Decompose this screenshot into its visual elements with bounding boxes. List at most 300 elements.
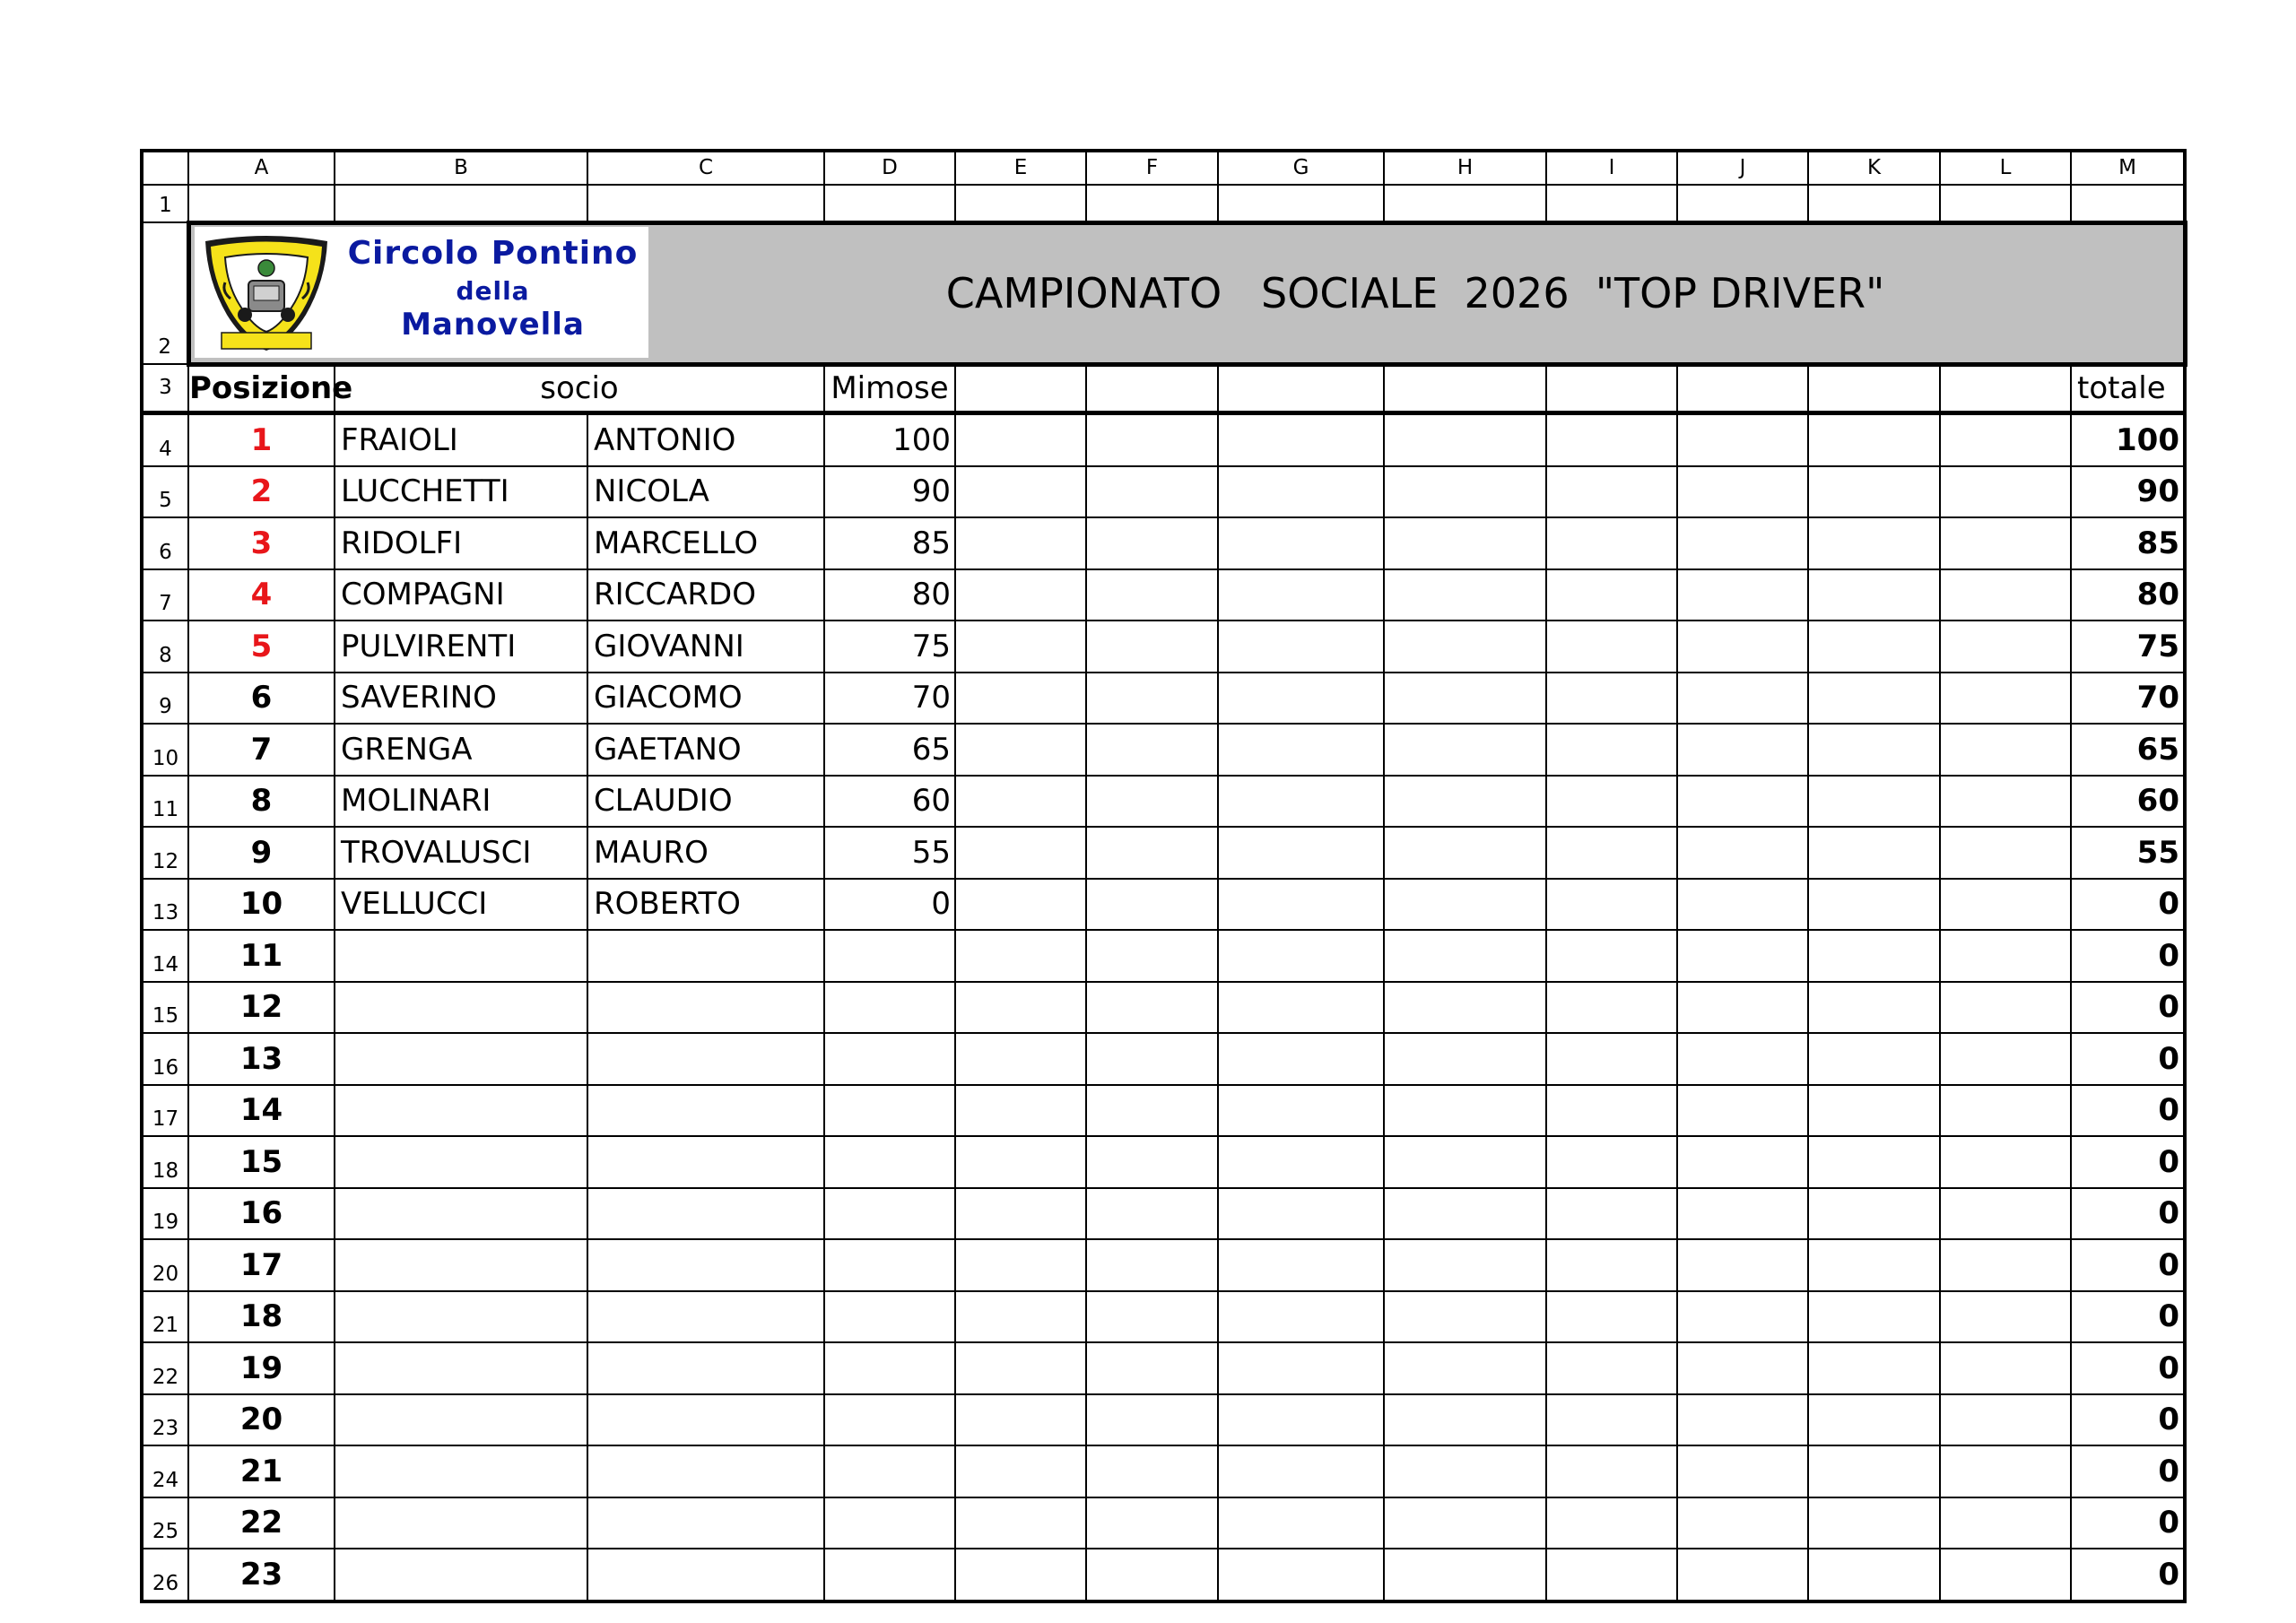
cell[interactable] [1218, 517, 1384, 569]
cell[interactable] [1384, 1445, 1546, 1497]
column-header-j[interactable]: J [1677, 151, 1808, 185]
cell[interactable] [1384, 1291, 1546, 1343]
first-name-cell[interactable] [587, 1291, 824, 1343]
cell[interactable] [1384, 185, 1546, 222]
position-cell[interactable]: 14 [188, 1085, 335, 1137]
cell[interactable] [955, 1136, 1086, 1188]
cell[interactable] [1384, 673, 1546, 725]
cell[interactable] [1546, 1394, 1677, 1446]
cell[interactable] [1546, 1497, 1677, 1549]
cell[interactable] [1677, 1188, 1808, 1240]
cell[interactable] [1940, 930, 2071, 982]
cell[interactable] [1677, 517, 1808, 569]
cell[interactable] [1218, 621, 1384, 673]
cell[interactable] [1808, 185, 1940, 222]
cell[interactable] [1940, 1033, 2071, 1085]
cell[interactable] [1086, 1239, 1218, 1291]
mimose-points-cell[interactable]: 100 [824, 413, 955, 466]
cell[interactable] [1808, 1497, 1940, 1549]
surname-cell[interactable] [335, 1549, 587, 1601]
cell[interactable] [955, 621, 1086, 673]
column-header-m[interactable]: M [2071, 151, 2185, 185]
cell[interactable] [1218, 185, 1384, 222]
cell[interactable] [1384, 569, 1546, 621]
cell[interactable] [955, 827, 1086, 879]
cell[interactable] [1218, 879, 1384, 931]
cell[interactable] [955, 1239, 1086, 1291]
cell[interactable] [1677, 413, 1808, 466]
cell[interactable] [1677, 1342, 1808, 1394]
total-points-cell[interactable]: 0 [2071, 1445, 2185, 1497]
cell[interactable] [1546, 1188, 1677, 1240]
cell[interactable] [1086, 1188, 1218, 1240]
cell[interactable] [1808, 1188, 1940, 1240]
first-name-cell[interactable]: ROBERTO [587, 879, 824, 931]
cell[interactable] [1384, 364, 1546, 413]
cell[interactable] [1384, 879, 1546, 931]
cell[interactable] [1218, 413, 1384, 466]
cell[interactable] [1808, 413, 1940, 466]
cell[interactable] [1546, 364, 1677, 413]
total-points-cell[interactable]: 0 [2071, 930, 2185, 982]
row-number[interactable]: 16 [142, 1033, 188, 1085]
cell[interactable] [1677, 930, 1808, 982]
row-number[interactable]: 7 [142, 569, 188, 621]
mimose-points-cell[interactable] [824, 1085, 955, 1137]
mimose-points-cell[interactable] [824, 1033, 955, 1085]
cell[interactable] [1384, 466, 1546, 518]
cell[interactable] [1808, 930, 1940, 982]
cell[interactable] [1940, 1394, 2071, 1446]
cell[interactable] [955, 879, 1086, 931]
cell[interactable] [1940, 982, 2071, 1034]
cell[interactable] [955, 517, 1086, 569]
position-cell[interactable]: 15 [188, 1136, 335, 1188]
surname-cell[interactable] [335, 1188, 587, 1240]
surname-cell[interactable] [335, 1342, 587, 1394]
cell[interactable] [1677, 1291, 1808, 1343]
cell[interactable] [955, 413, 1086, 466]
cell[interactable] [1940, 827, 2071, 879]
first-name-cell[interactable] [587, 1188, 824, 1240]
surname-cell[interactable]: GRENGA [335, 724, 587, 776]
cell[interactable] [1940, 1549, 2071, 1601]
cell[interactable] [1086, 1136, 1218, 1188]
first-name-cell[interactable]: ANTONIO [587, 413, 824, 466]
first-name-cell[interactable] [587, 1497, 824, 1549]
row-number[interactable]: 21 [142, 1291, 188, 1343]
cell[interactable] [1218, 569, 1384, 621]
cell[interactable] [1218, 1394, 1384, 1446]
cell[interactable] [1808, 1445, 1940, 1497]
cell[interactable] [1218, 982, 1384, 1034]
cell[interactable] [1808, 673, 1940, 725]
cell[interactable] [1086, 1033, 1218, 1085]
surname-cell[interactable]: LUCCHETTI [335, 466, 587, 518]
cell[interactable] [1677, 466, 1808, 518]
cell[interactable] [1808, 776, 1940, 828]
mimose-points-cell[interactable] [824, 1342, 955, 1394]
cell[interactable] [955, 466, 1086, 518]
first-name-cell[interactable] [587, 1033, 824, 1085]
cell[interactable] [1086, 185, 1218, 222]
first-name-cell[interactable]: NICOLA [587, 466, 824, 518]
cell[interactable] [1677, 724, 1808, 776]
row-number[interactable]: 15 [142, 982, 188, 1034]
cell[interactable] [1218, 1033, 1384, 1085]
cell[interactable] [1677, 776, 1808, 828]
cell[interactable] [1808, 569, 1940, 621]
cell[interactable] [1808, 621, 1940, 673]
row-number[interactable]: 1 [142, 185, 188, 222]
cell[interactable] [1546, 621, 1677, 673]
cell[interactable] [1546, 724, 1677, 776]
surname-cell[interactable] [335, 1033, 587, 1085]
cell[interactable] [1940, 724, 2071, 776]
column-header-k[interactable]: K [1808, 151, 1940, 185]
cell[interactable] [955, 364, 1086, 413]
surname-cell[interactable]: PULVIRENTI [335, 621, 587, 673]
cell[interactable] [1086, 1085, 1218, 1137]
cell[interactable] [1218, 724, 1384, 776]
surname-cell[interactable] [335, 930, 587, 982]
header-totale[interactable]: totale [2071, 364, 2185, 413]
position-cell[interactable]: 10 [188, 879, 335, 931]
mimose-points-cell[interactable] [824, 1549, 955, 1601]
title-banner[interactable] [188, 222, 2185, 364]
cell[interactable] [1546, 569, 1677, 621]
cell[interactable] [1808, 827, 1940, 879]
row-number[interactable]: 6 [142, 517, 188, 569]
mimose-points-cell[interactable]: 55 [824, 827, 955, 879]
surname-cell[interactable]: FRAIOLI [335, 413, 587, 466]
cell[interactable] [1546, 1239, 1677, 1291]
cell[interactable] [1086, 673, 1218, 725]
cell[interactable] [955, 724, 1086, 776]
cell[interactable] [1086, 1445, 1218, 1497]
first-name-cell[interactable]: MARCELLO [587, 517, 824, 569]
position-cell[interactable]: 21 [188, 1445, 335, 1497]
cell[interactable] [1086, 621, 1218, 673]
cell[interactable] [1218, 776, 1384, 828]
cell[interactable] [1940, 1085, 2071, 1137]
row-number[interactable]: 17 [142, 1085, 188, 1137]
cell[interactable] [1546, 1342, 1677, 1394]
cell[interactable] [1384, 827, 1546, 879]
row-number[interactable]: 19 [142, 1188, 188, 1240]
cell[interactable] [1940, 621, 2071, 673]
surname-cell[interactable] [335, 1445, 587, 1497]
position-cell[interactable]: 12 [188, 982, 335, 1034]
row-number[interactable]: 13 [142, 879, 188, 931]
surname-cell[interactable]: SAVERINO [335, 673, 587, 725]
first-name-cell[interactable]: GIOVANNI [587, 621, 824, 673]
cell[interactable] [1808, 517, 1940, 569]
row-number[interactable]: 11 [142, 776, 188, 828]
row-number[interactable]: 25 [142, 1497, 188, 1549]
cell[interactable] [1218, 1085, 1384, 1137]
position-cell[interactable]: 16 [188, 1188, 335, 1240]
cell[interactable] [1384, 1342, 1546, 1394]
total-points-cell[interactable]: 75 [2071, 621, 2185, 673]
cell[interactable] [1384, 1136, 1546, 1188]
row-number[interactable]: 22 [142, 1342, 188, 1394]
total-points-cell[interactable]: 0 [2071, 1549, 2185, 1601]
row-number[interactable]: 12 [142, 827, 188, 879]
cell[interactable] [1940, 569, 2071, 621]
cell[interactable] [1384, 1188, 1546, 1240]
cell[interactable] [1546, 1136, 1677, 1188]
position-cell[interactable]: 7 [188, 724, 335, 776]
cell[interactable] [1546, 879, 1677, 931]
column-header-d[interactable]: D [824, 151, 955, 185]
position-cell[interactable]: 17 [188, 1239, 335, 1291]
mimose-points-cell[interactable]: 65 [824, 724, 955, 776]
cell[interactable] [1546, 466, 1677, 518]
first-name-cell[interactable] [587, 1394, 824, 1446]
mimose-points-cell[interactable] [824, 1136, 955, 1188]
cell[interactable] [1086, 776, 1218, 828]
cell[interactable] [1677, 1136, 1808, 1188]
total-points-cell[interactable]: 70 [2071, 673, 2185, 725]
first-name-cell[interactable] [587, 1445, 824, 1497]
cell[interactable] [1384, 724, 1546, 776]
first-name-cell[interactable] [587, 1549, 824, 1601]
total-points-cell[interactable]: 65 [2071, 724, 2185, 776]
first-name-cell[interactable] [587, 1342, 824, 1394]
surname-cell[interactable]: RIDOLFI [335, 517, 587, 569]
cell[interactable] [1940, 413, 2071, 466]
total-points-cell[interactable]: 100 [2071, 413, 2185, 466]
row-number[interactable]: 4 [142, 413, 188, 466]
cell[interactable] [1808, 1394, 1940, 1446]
surname-cell[interactable]: VELLUCCI [335, 879, 587, 931]
row-number[interactable]: 9 [142, 673, 188, 725]
cell[interactable] [1384, 1497, 1546, 1549]
cell[interactable] [1808, 879, 1940, 931]
cell[interactable] [1086, 413, 1218, 466]
first-name-cell[interactable]: GIACOMO [587, 673, 824, 725]
total-points-cell[interactable]: 0 [2071, 1239, 2185, 1291]
first-name-cell[interactable]: GAETANO [587, 724, 824, 776]
column-header-l[interactable]: L [1940, 151, 2071, 185]
cell[interactable] [1940, 776, 2071, 828]
row-number[interactable]: 8 [142, 621, 188, 673]
cell[interactable] [1086, 517, 1218, 569]
cell[interactable] [1546, 185, 1677, 222]
cell[interactable] [1940, 1188, 2071, 1240]
position-cell[interactable]: 20 [188, 1394, 335, 1446]
cell[interactable] [1218, 1445, 1384, 1497]
mimose-points-cell[interactable]: 85 [824, 517, 955, 569]
cell[interactable] [955, 1445, 1086, 1497]
cell[interactable] [1677, 1085, 1808, 1137]
cell[interactable] [1940, 466, 2071, 518]
surname-cell[interactable] [335, 982, 587, 1034]
cell[interactable] [1808, 724, 1940, 776]
surname-cell[interactable]: TROVALUSCI [335, 827, 587, 879]
total-points-cell[interactable]: 0 [2071, 1033, 2185, 1085]
row-number[interactable]: 20 [142, 1239, 188, 1291]
surname-cell[interactable] [335, 1239, 587, 1291]
mimose-points-cell[interactable]: 0 [824, 879, 955, 931]
cell[interactable] [1808, 1136, 1940, 1188]
cell[interactable] [955, 776, 1086, 828]
header-posizione[interactable]: Posizione [188, 364, 335, 413]
total-points-cell[interactable]: 0 [2071, 982, 2185, 1034]
header-socio[interactable]: socio [335, 364, 824, 413]
cell[interactable] [1218, 827, 1384, 879]
cell[interactable] [1940, 879, 2071, 931]
cell[interactable] [1086, 879, 1218, 931]
cell[interactable] [1940, 1291, 2071, 1343]
cell[interactable] [1677, 879, 1808, 931]
position-cell[interactable]: 13 [188, 1033, 335, 1085]
cell[interactable] [1384, 517, 1546, 569]
cell[interactable] [1546, 1445, 1677, 1497]
cell[interactable] [1086, 1549, 1218, 1601]
cell[interactable] [1677, 1033, 1808, 1085]
cell[interactable] [2071, 185, 2185, 222]
cell[interactable] [1546, 827, 1677, 879]
cell[interactable] [1218, 364, 1384, 413]
cell[interactable] [1384, 1549, 1546, 1601]
row-number[interactable]: 24 [142, 1445, 188, 1497]
cell[interactable] [1086, 364, 1218, 413]
total-points-cell[interactable]: 0 [2071, 1342, 2185, 1394]
cell[interactable] [1808, 982, 1940, 1034]
cell[interactable] [1086, 1291, 1218, 1343]
first-name-cell[interactable]: RICCARDO [587, 569, 824, 621]
cell[interactable] [587, 185, 824, 222]
cell[interactable] [1218, 673, 1384, 725]
cell[interactable] [1218, 1188, 1384, 1240]
cell[interactable] [1940, 673, 2071, 725]
first-name-cell[interactable] [587, 930, 824, 982]
header-mimose[interactable]: Mimose [824, 364, 955, 413]
row-number[interactable]: 3 [142, 364, 188, 413]
cell[interactable] [1677, 185, 1808, 222]
cell[interactable] [1086, 1394, 1218, 1446]
cell[interactable] [1086, 466, 1218, 518]
total-points-cell[interactable]: 60 [2071, 776, 2185, 828]
cell[interactable] [1384, 982, 1546, 1034]
cell[interactable] [1384, 1033, 1546, 1085]
cell[interactable] [1546, 1549, 1677, 1601]
cell[interactable] [1677, 673, 1808, 725]
cell[interactable] [1086, 827, 1218, 879]
total-points-cell[interactable]: 90 [2071, 466, 2185, 518]
cell[interactable] [1677, 982, 1808, 1034]
total-points-cell[interactable]: 0 [2071, 1188, 2185, 1240]
cell[interactable] [955, 1291, 1086, 1343]
cell[interactable] [1677, 1549, 1808, 1601]
cell[interactable] [1940, 1239, 2071, 1291]
mimose-points-cell[interactable]: 60 [824, 776, 955, 828]
corner-cell[interactable] [142, 151, 188, 185]
total-points-cell[interactable]: 0 [2071, 1394, 2185, 1446]
row-number[interactable]: 26 [142, 1549, 188, 1601]
cell[interactable] [1086, 982, 1218, 1034]
cell[interactable] [1940, 517, 2071, 569]
first-name-cell[interactable]: MAURO [587, 827, 824, 879]
cell[interactable] [1218, 1342, 1384, 1394]
position-cell[interactable]: 11 [188, 930, 335, 982]
cell[interactable] [1086, 724, 1218, 776]
cell[interactable] [955, 1188, 1086, 1240]
first-name-cell[interactable] [587, 1085, 824, 1137]
cell[interactable] [1546, 930, 1677, 982]
position-cell[interactable]: 4 [188, 569, 335, 621]
mimose-points-cell[interactable] [824, 930, 955, 982]
total-points-cell[interactable]: 0 [2071, 1291, 2185, 1343]
cell[interactable] [1808, 1033, 1940, 1085]
cell[interactable] [1546, 413, 1677, 466]
column-header-c[interactable]: C [587, 151, 824, 185]
cell[interactable] [1808, 466, 1940, 518]
mimose-points-cell[interactable]: 80 [824, 569, 955, 621]
cell[interactable] [1940, 1445, 2071, 1497]
cell[interactable] [955, 1033, 1086, 1085]
cell[interactable] [1086, 1342, 1218, 1394]
cell[interactable] [1677, 1394, 1808, 1446]
row-number[interactable]: 5 [142, 466, 188, 518]
cell[interactable] [1808, 1549, 1940, 1601]
cell[interactable] [1086, 930, 1218, 982]
surname-cell[interactable]: MOLINARI [335, 776, 587, 828]
cell[interactable] [1808, 1342, 1940, 1394]
total-points-cell[interactable]: 0 [2071, 1497, 2185, 1549]
cell[interactable] [1384, 413, 1546, 466]
row-number[interactable]: 10 [142, 724, 188, 776]
cell[interactable] [1546, 673, 1677, 725]
cell[interactable] [955, 1085, 1086, 1137]
first-name-cell[interactable]: CLAUDIO [587, 776, 824, 828]
cell[interactable] [824, 185, 955, 222]
cell[interactable] [1677, 621, 1808, 673]
cell[interactable] [1677, 827, 1808, 879]
cell[interactable] [1218, 1549, 1384, 1601]
cell[interactable] [1218, 466, 1384, 518]
cell[interactable] [1546, 1033, 1677, 1085]
position-cell[interactable]: 9 [188, 827, 335, 879]
cell[interactable] [955, 185, 1086, 222]
cell[interactable] [1546, 1291, 1677, 1343]
surname-cell[interactable]: COMPAGNI [335, 569, 587, 621]
cell[interactable] [1218, 930, 1384, 982]
surname-cell[interactable] [335, 1136, 587, 1188]
mimose-points-cell[interactable] [824, 1188, 955, 1240]
column-header-f[interactable]: F [1086, 151, 1218, 185]
position-cell[interactable]: 2 [188, 466, 335, 518]
row-number[interactable]: 18 [142, 1136, 188, 1188]
column-header-a[interactable]: A [188, 151, 335, 185]
cell[interactable] [1677, 1497, 1808, 1549]
cell[interactable] [1808, 1291, 1940, 1343]
first-name-cell[interactable] [587, 982, 824, 1034]
cell[interactable] [1940, 364, 2071, 413]
surname-cell[interactable] [335, 1394, 587, 1446]
cell[interactable] [955, 982, 1086, 1034]
column-header-b[interactable]: B [335, 151, 587, 185]
cell[interactable] [188, 185, 335, 222]
cell[interactable] [1384, 1085, 1546, 1137]
cell[interactable] [335, 185, 587, 222]
cell[interactable] [1218, 1136, 1384, 1188]
mimose-points-cell[interactable] [824, 1445, 955, 1497]
cell[interactable] [1546, 982, 1677, 1034]
position-cell[interactable]: 1 [188, 413, 335, 466]
